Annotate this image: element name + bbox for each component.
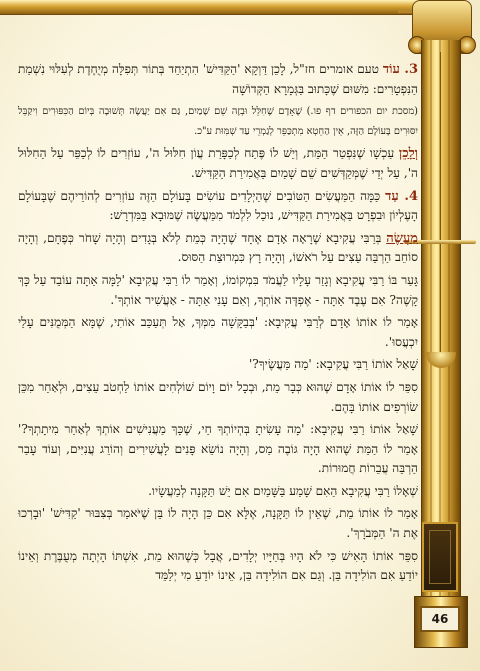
paragraph-text: (מסכת יום הכפורים דף פו.) שֶׁאָדָם שֶׁחִלֵּל וּבְזֶה שֵׁם שָׁמַיִם, גַּם אִם יַעֲשֶׂה תְּשׁוּבָה בְּיוֹם הַכִּפּוּרִים וִיקַבֵּל יִסּוּרִים בָּעוֹלָם הַזֶּה, אֵין הַחֵטְא מִתְכַּפֵּר לְגַמְרֵי עַד שְׁמִּוּת ע"כ. [18,106,418,137]
paragraph-text: סִפֵּר לוֹ אוֹתוֹ אָדָם שֶׁהוּא כְּבָר מֵת, וּבְכָל יוֹם וָיוֹם שׁוֹלְחִים אוֹתוֹ לַחְטֹב עֵצִים, וּלְאַחַר מִכֵּן שׂוֹרְפִים אוֹתוֹ בָּהֶם. [18,379,418,414]
paragraph [18,378,418,417]
paragraph-text: טעם אומרים חז"ל, לָכֵן דַּוְקָא 'הַקַּדִּישׁ' הִתְיַחֵד בְּתוֹר תְּפִלָּה מְיֻחֶדֶת לְעִלּוּי נִשְׁמַת הַנִּפְטָרִים: מִשּׁוּם שֶׁכָּתוּב בַּגְּמָרָא הַקְּדוֹשָׁה [18,62,418,96]
hanging-chain [440,52,441,242]
lamp-chain [440,244,441,352]
paragraph [18,144,418,183]
paragraph-text: עַכְשָׁו שֶׁנִּפְטַר הַמֵּת, וְיֵשׁ לוֹ פֶּתַח לְכַפָּרַת עֲוֹן חִלּוּל ה', עוֹזְרִים לוֹ לְכַפֵּר עַל הַחִלּוּל ה', עַל יְדֵי שֶׁמְּקַדְּשִׁים שֵׁם שָׁמַיִם בַּאֲמִירַת הַקַּדִּישׁ. [18,146,418,180]
paragraph-lead-word: מַעֲשֶׂה [386,230,418,246]
page-number: 46 [420,606,460,632]
paragraph-text: שְׁאָלוֹ רַבִּי עֲקִיבָא הַאִם שָׁמַע בַּשָּׁמַיִם אִם יֵשׁ תַּקָּנָה לְמַעֲשָׂיו. [148,483,418,498]
paragraph [18,547,418,586]
paragraph [18,187,418,226]
paragraph [18,229,418,268]
paragraph-lead-word: 3. עוֹד [382,62,418,77]
carved-panel-ornament [422,522,458,592]
paragraph [18,102,418,141]
paragraph-lead-word: וְלָכֵן [398,146,418,162]
decorative-top-beam [0,0,440,15]
paragraph [18,504,418,543]
paragraph-text: שָׁאַל אוֹתוֹ רַבִּי עֲקִיבָא: 'מַה מַּעֲשֶׂיךָ?' [248,357,418,372]
paragraph [18,313,418,352]
paragraph-text: אָמַר לוֹ אוֹתוֹ אָדָם לְרַבִּי עֲקִיבָא: 'בְּבַקָּשָׁה מִמְּךָ, אַל תְּעַכֵּב אוֹתִי, שֶׁמָּא הַמְּמֻנִּים עָלַי יִכְעֲסוּ'. [18,315,418,349]
paragraph [18,420,418,479]
paragraph [18,271,418,310]
paragraph-text: גָּעַר בּוֹ רַבִּי עֲקִיבָא וְגָזַר עָלָיו לַעֲמֹד בִּמְקוֹמוֹ, וְאָמַר לוֹ רַבִּי עֲקִיבָא 'לָמָּה אַתָּה עוֹבֵד עַל כָּךְ קָשֶׁה? אִם עֶבֶד אַתָּה - אֶפְדֶּה אוֹתְךָ, וְאִם עָנִי אַתָּה - אַעֲשִׁיר אוֹתְךָ'. [18,272,418,307]
paragraph-text: כַּמָּה הַמַּעֲשִׂים הַטּוֹבִים שֶׁהַיְלָדִים עוֹשִׂים בָּעוֹלָם הַזֶּה עוֹזְרִים לְהוֹרֵיהֶם שֶׁבָּעוֹלָם הָעֶלְיוֹן וּבִפְרָט בַּאֲמִירַת הַקַּדִּישׁ, נוּכַל לִלְמֹד מִמַּעֲשֶׂה שֶׁמּוּבָא בַּמִּדְרָשׁ: [18,188,418,223]
paragraph [18,482,418,502]
main-text [18,60,418,666]
paragraph-lead-word: 4. עַד [385,188,418,204]
paragraph-text: בְּרַבִּי עֲקִיבָא שֶׁרָאָה אָדָם אֶחָד שֶׁהָיָה כְּמֵת לְלֹא בְּגָדִים וְהָיָה שָׁחֹר כְּפֶחָם, וְהָיָה סוֹחֵב הַרְבֵּה עֵצִים עַל רֹאשׁוֹ, וְהָיָה רָץ כִּמְרוּצַת הַסּוּס. [18,230,418,265]
paragraph-text: סִפֵּר אוֹתוֹ הָאִישׁ כִּי לֹא הָיוּ בְּחַיָּיו יְלָדִים, אֲבָל כְּשֶׁהוּא מֵת, אִשְׁתּוֹ הָיְתָה מְעֻבֶּרֶת וְאֵינוֹ יוֹדֵעַ אִם הוֹלִידָה בֵּן. וְגַם אִם הוֹלִידָה בֵּן, אֵינוֹ יוֹדֵעַ מִי יְלַמֵּד [18,548,418,583]
paragraph-text: שָׁאַל אוֹתוֹ רַבִּי עֲקִיבָא: 'מָה עָשִׂיתָ בְּהְיוֹתְךָ חַי, שֶׁכָּךְ מַעֲנִישִׁים אוֹתְךָ לְאַחַר מִיתָתְךָ?' אָמַר לוֹ הַמֵּת שֶׁהוּא הָיָה גּוֹבֶה מַס, וְהָיָה נוֹשֵׂא פָּנִים לָעֲשִׁירִים וְהוֹרֵג עֲנִיִּים, וְעוֹד עָבַר הַרְבֵּה עֲבֵרוֹת חֲמוּרוֹת. [18,422,418,476]
paragraph [18,355,418,375]
paragraph [18,60,418,99]
carved-panel-inner [429,530,451,584]
paragraph-text: אָמַר לוֹ אוֹתוֹ מֵת, שֶׁאֵין לוֹ תַּקָּנָה, אֶלָּא אִם כֵּן הָיָה לוֹ בֵּן שֶׁיֹּאמַר בְּצִבּוּר 'קַדִּישׁ' 'וּבָרְכוּ אֶת ה' הַמְּבֹרָךְ'. [18,506,418,541]
